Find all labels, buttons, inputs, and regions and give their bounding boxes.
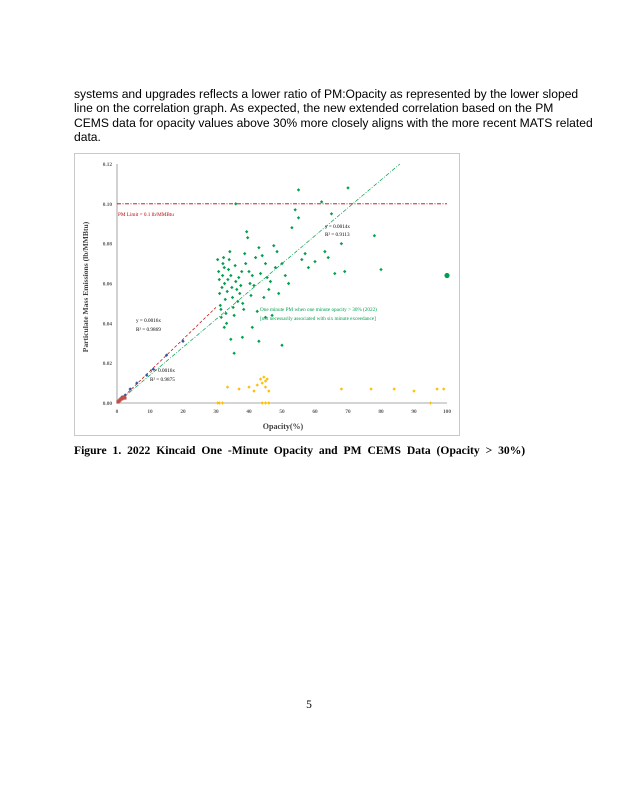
y-ticks — [103, 162, 113, 407]
data-point — [236, 300, 239, 303]
data-point — [123, 396, 126, 399]
data-point — [217, 270, 220, 273]
data-point — [237, 387, 240, 390]
data-point — [323, 250, 326, 253]
x-tick-label: 60 — [312, 409, 318, 415]
data-point — [272, 244, 275, 247]
x-tick-label: 30 — [213, 409, 219, 415]
x-ticks — [116, 409, 452, 415]
data-point — [264, 401, 267, 404]
y-axis-label: Particulate Mass Emissions (lb/MMBtu) — [81, 221, 90, 353]
data-point — [412, 389, 415, 392]
data-point — [252, 389, 255, 392]
data-point — [218, 292, 221, 295]
data-point — [320, 200, 323, 203]
data-point — [340, 242, 343, 245]
chart-frame — [74, 153, 460, 436]
data-point — [300, 258, 303, 261]
y-tick-label: 0.00 — [102, 401, 112, 407]
page-number: 5 — [306, 699, 312, 711]
data-point — [379, 268, 382, 271]
paragraph-line: systems and upgrades reflects a lower ratio of PM:Opacity as represented by the lower sloped — [74, 87, 579, 101]
x-tick-label: 90 — [411, 409, 417, 415]
data-point — [264, 262, 267, 265]
data-point — [226, 290, 229, 293]
data-point — [243, 252, 246, 255]
data-point — [287, 282, 290, 285]
data-point — [274, 266, 277, 269]
data-point — [267, 288, 270, 291]
data-point — [237, 276, 240, 279]
data-point — [280, 344, 283, 347]
data-point — [228, 250, 231, 253]
data-point — [257, 246, 260, 249]
data-point — [241, 336, 244, 339]
data-point — [230, 286, 233, 289]
y-tick-label: 0.06 — [102, 281, 112, 288]
data-point — [135, 381, 138, 384]
data-point — [290, 226, 293, 229]
green-series-note-line1: One minute PM when one minute opacity > 30% (2022) — [260, 307, 377, 313]
data-point — [129, 387, 132, 390]
data-point — [307, 266, 310, 269]
green-trend-equation: y = 0.0014x — [325, 224, 350, 230]
data-point — [220, 286, 223, 289]
data-point — [259, 272, 262, 275]
data-point — [226, 278, 229, 281]
data-point — [265, 276, 268, 279]
data-point — [297, 188, 300, 191]
data-point — [346, 186, 349, 189]
data-point — [262, 296, 265, 299]
data-point — [257, 340, 260, 343]
data-point — [226, 385, 229, 388]
data-point — [241, 302, 244, 305]
data-point — [249, 294, 252, 297]
data-point — [259, 377, 262, 380]
x-tick-label: 0 — [115, 409, 119, 415]
data-point — [220, 316, 223, 319]
data-point — [234, 280, 237, 283]
data-point — [442, 387, 445, 390]
data-point — [223, 282, 226, 285]
data-point — [240, 270, 243, 273]
data-point — [224, 298, 227, 301]
data-point — [261, 381, 264, 384]
data-point — [256, 310, 259, 313]
data-point — [269, 280, 272, 283]
data-point — [303, 252, 306, 255]
data-point — [369, 387, 372, 390]
x-axis-label: Opacity(%) — [262, 422, 304, 431]
data-point — [242, 308, 245, 311]
data-point — [238, 292, 241, 295]
data-point — [256, 383, 259, 386]
x-tick-label: 80 — [378, 409, 384, 415]
data-point — [251, 274, 254, 277]
data-point — [244, 262, 247, 265]
y-tick-label: 0.04 — [102, 321, 112, 328]
data-point — [333, 272, 336, 275]
data-point — [297, 216, 300, 219]
data-point — [393, 387, 396, 390]
data-point — [267, 401, 270, 404]
x-tick-label: 20 — [180, 409, 186, 415]
orange-trend-r2: R² = 0.9875 — [150, 377, 175, 383]
data-point — [246, 236, 249, 239]
orange-trend-equation: y = 0.0016x — [150, 368, 175, 374]
data-point — [373, 234, 376, 237]
data-point — [223, 326, 226, 329]
data-point — [343, 270, 346, 273]
data-point — [330, 212, 333, 215]
data-point — [264, 385, 267, 388]
data-point — [327, 256, 330, 259]
data-point — [435, 387, 438, 390]
paragraph-line: CEMS data for opacity values above 30% more closely aligns with the more recent MATS related — [74, 115, 593, 130]
data-point — [313, 260, 316, 263]
data-point — [245, 230, 248, 233]
data-point — [219, 304, 222, 307]
data-point — [239, 284, 242, 287]
data-point — [225, 322, 228, 325]
y-tick-label: 0.08 — [102, 241, 112, 248]
x-tick-label: 10 — [147, 409, 153, 415]
x-tick-label: 100 — [443, 409, 451, 415]
data-point — [221, 401, 224, 404]
data-point — [262, 375, 265, 378]
data-point — [261, 401, 264, 404]
y-tick-label: 0.10 — [102, 201, 112, 208]
x-tick-label: 40 — [246, 409, 252, 415]
data-point — [247, 385, 250, 388]
data-point — [229, 274, 232, 277]
data-point — [231, 296, 234, 299]
data-point — [229, 338, 232, 341]
data-point — [251, 326, 254, 329]
scatter-chart — [75, 154, 461, 437]
figure-caption: Figure 1. 2022 Kincaid One -Minute Opacity and PM CEMS Data (Opacity > 30%) — [74, 444, 526, 457]
data-point — [227, 268, 230, 271]
green-trend-r2: R² = 0.9113 — [325, 232, 350, 238]
data-point — [252, 284, 255, 287]
data-point — [228, 258, 231, 261]
data-point — [277, 292, 280, 295]
data-point — [267, 389, 270, 392]
data-point — [145, 373, 148, 376]
data-point — [232, 314, 235, 317]
data-point — [261, 254, 264, 257]
data-point — [247, 270, 250, 273]
data-point — [219, 308, 222, 311]
green-series-note-line2: [not necessarily associated with six minute exceedance] — [260, 316, 376, 322]
data-point-highlight — [444, 273, 449, 278]
data-point — [221, 274, 224, 277]
limit-line-label: PM Limit = 0.1 lb/MMBtu — [118, 212, 174, 218]
paragraph-line: line on the correlation graph. As expected, the new extended correlation based on the PM — [74, 101, 554, 116]
data-point — [294, 208, 297, 211]
data-point — [216, 258, 219, 261]
blue-trend-r2: R² = 0.9869 — [136, 327, 161, 333]
data-point — [221, 262, 224, 265]
data-point — [248, 282, 251, 285]
data-point — [284, 274, 287, 277]
paragraph-line: data. — [74, 129, 101, 144]
data-point — [254, 256, 257, 259]
data-point — [275, 250, 278, 253]
data-point — [224, 312, 227, 315]
x-tick-label: 50 — [279, 409, 285, 415]
y-tick-label: 0.02 — [102, 361, 112, 368]
data-point — [235, 288, 238, 291]
y-tick-label: 0.12 — [102, 162, 112, 168]
data-point — [429, 401, 432, 404]
data-point — [218, 278, 221, 281]
data-point — [223, 266, 226, 269]
blue-trend-equation: y = 0.0016x — [136, 318, 161, 324]
data-point — [222, 256, 225, 259]
data-point — [232, 352, 235, 355]
data-point — [340, 387, 343, 390]
data-point — [234, 202, 237, 205]
x-tick-label: 70 — [345, 409, 351, 415]
body-paragraph — [74, 87, 593, 144]
data-point — [233, 264, 236, 267]
